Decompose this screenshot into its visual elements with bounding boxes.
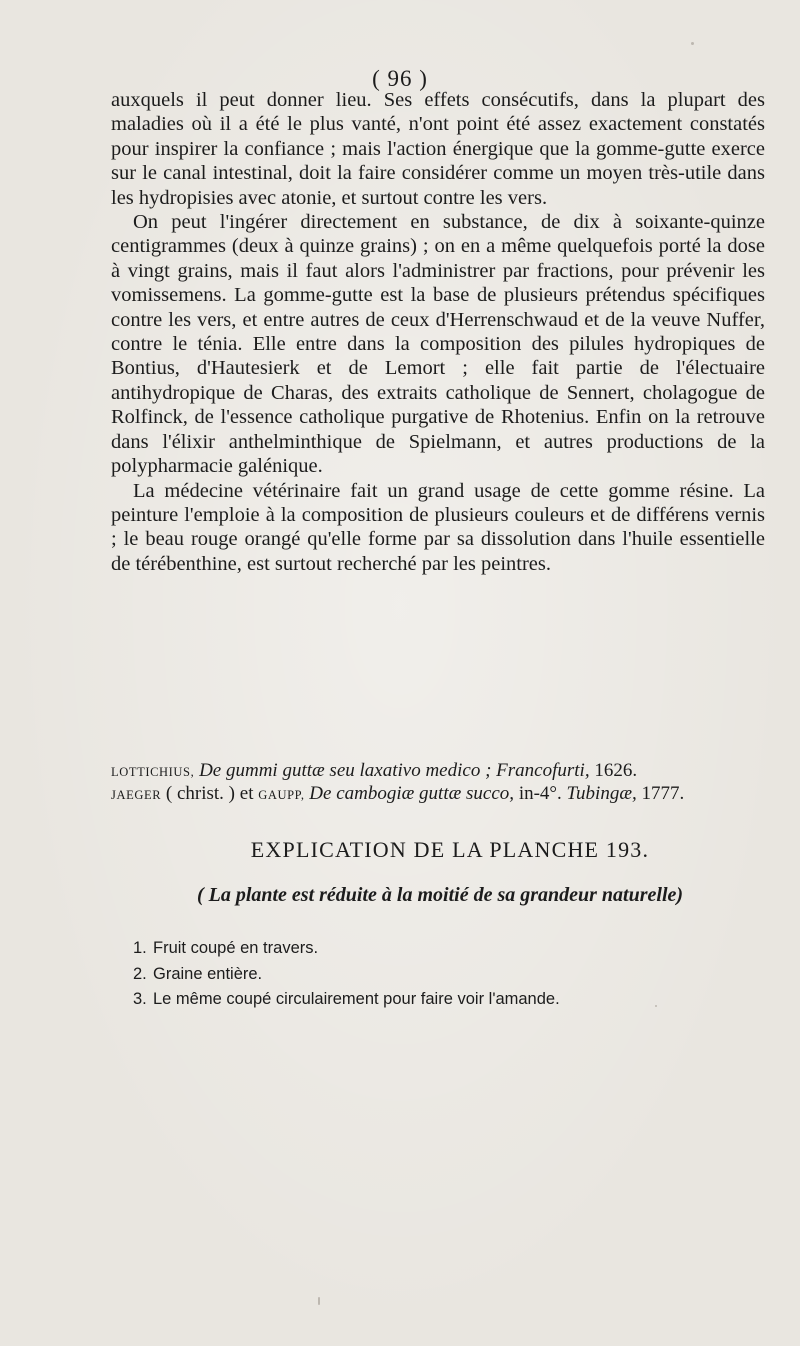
- legend-number: 1.: [133, 939, 147, 957]
- paper-speck: [691, 42, 694, 45]
- reference-place: Tubingæ,: [566, 783, 637, 804]
- plate-note: ( La plante est réduite à la moitié de sa grandeur naturelle): [196, 884, 684, 906]
- reference-author: LOTTICHIUS,: [111, 765, 195, 779]
- legend-number: 3.: [133, 990, 147, 1008]
- explication-heading: EXPLICATION DE LA PLANCHE 193.: [250, 837, 650, 862]
- legend-item: [133, 962, 753, 988]
- legend-text: Graine entière.: [153, 964, 263, 983]
- paragraph: La médecine vétérinaire fait un grand usage de cette gomme résine. La peinture l'emploie à la composition de plusieurs couleurs et de différens vernis ; le beau rouge orangé qu'elle forme par sa dissolution dans l'huile essentielle de térébenthine, est surtout recherché par les peintres.: [111, 479, 765, 575]
- legend-text: Le même coupé circulairement pour faire voir l'amande.: [153, 990, 560, 1008]
- reference-entry: [111, 760, 765, 783]
- body-text: [111, 88, 765, 576]
- legend-text: Fruit coupé en travers.: [153, 939, 319, 957]
- paper-speck: [655, 1005, 657, 1007]
- reference-author: JAEGER: [111, 788, 162, 802]
- legend-item: [133, 987, 753, 1013]
- reference-coauthor: GAUPP,: [258, 788, 305, 802]
- reference-year: 1626.: [594, 760, 638, 781]
- reference-title: De gummi guttæ seu laxativo medico ; Francofurti,: [199, 760, 590, 781]
- legend-number: 2.: [133, 964, 147, 983]
- paragraph: On peut l'ingérer directement en substance, de dix à soixante-quinze centigrammes (deux à quinze grains) ; on en a même quelquefois porté la dose à vingt grains, mais il faut alors l'administrer par fractions, pour prévenir les vomissemens. La gomme-gutte est la base de plusieurs prétendus spécifiques contre les vers, et entre autres de ceux d'Herrenschwaud et de la veuve Nuffer, contre le ténia. Elle entre dans la composition des pilules hydropiques de Bontius, d'Hautesierk et de Lemort ; elle fait partie de l'électuaire antihydropique de Charas, des extraits catholique de Sennert, cholagogue de Rolfinck, de l'essence catholique purgative de Rhotenius. Enfin on la retrouve dans l'élixir anthelminthique de Spielmann, et autres productions de la polypharmacie galénique.: [111, 211, 765, 478]
- paper-speck: [318, 1297, 320, 1305]
- reference-format: in-4°.: [518, 783, 562, 804]
- plate-legend: [133, 936, 753, 1013]
- bibliography: [111, 760, 765, 806]
- reference-title: De cambogiæ guttæ succo,: [309, 783, 515, 804]
- reference-author-note: ( christ. ) et: [165, 783, 254, 804]
- paragraph: auxquels il peut donner lieu. Ses effets consécutifs, dans la plupart des maladies où il a été le plus vanté, n'ont point été assez exactement constatés pour inspirer la confiance ; mais l'action énergique que la gomme-gutte exerce sur le canal intestinal, doit la faire considérer comme un moyen très-utile dans les hydropisies avec atonie, et surtout contre les vers.: [111, 89, 765, 209]
- page-number: ( 96 ): [372, 66, 428, 91]
- legend-item: [133, 936, 753, 962]
- reference-entry: [111, 783, 765, 806]
- reference-year: 1777.: [641, 783, 685, 804]
